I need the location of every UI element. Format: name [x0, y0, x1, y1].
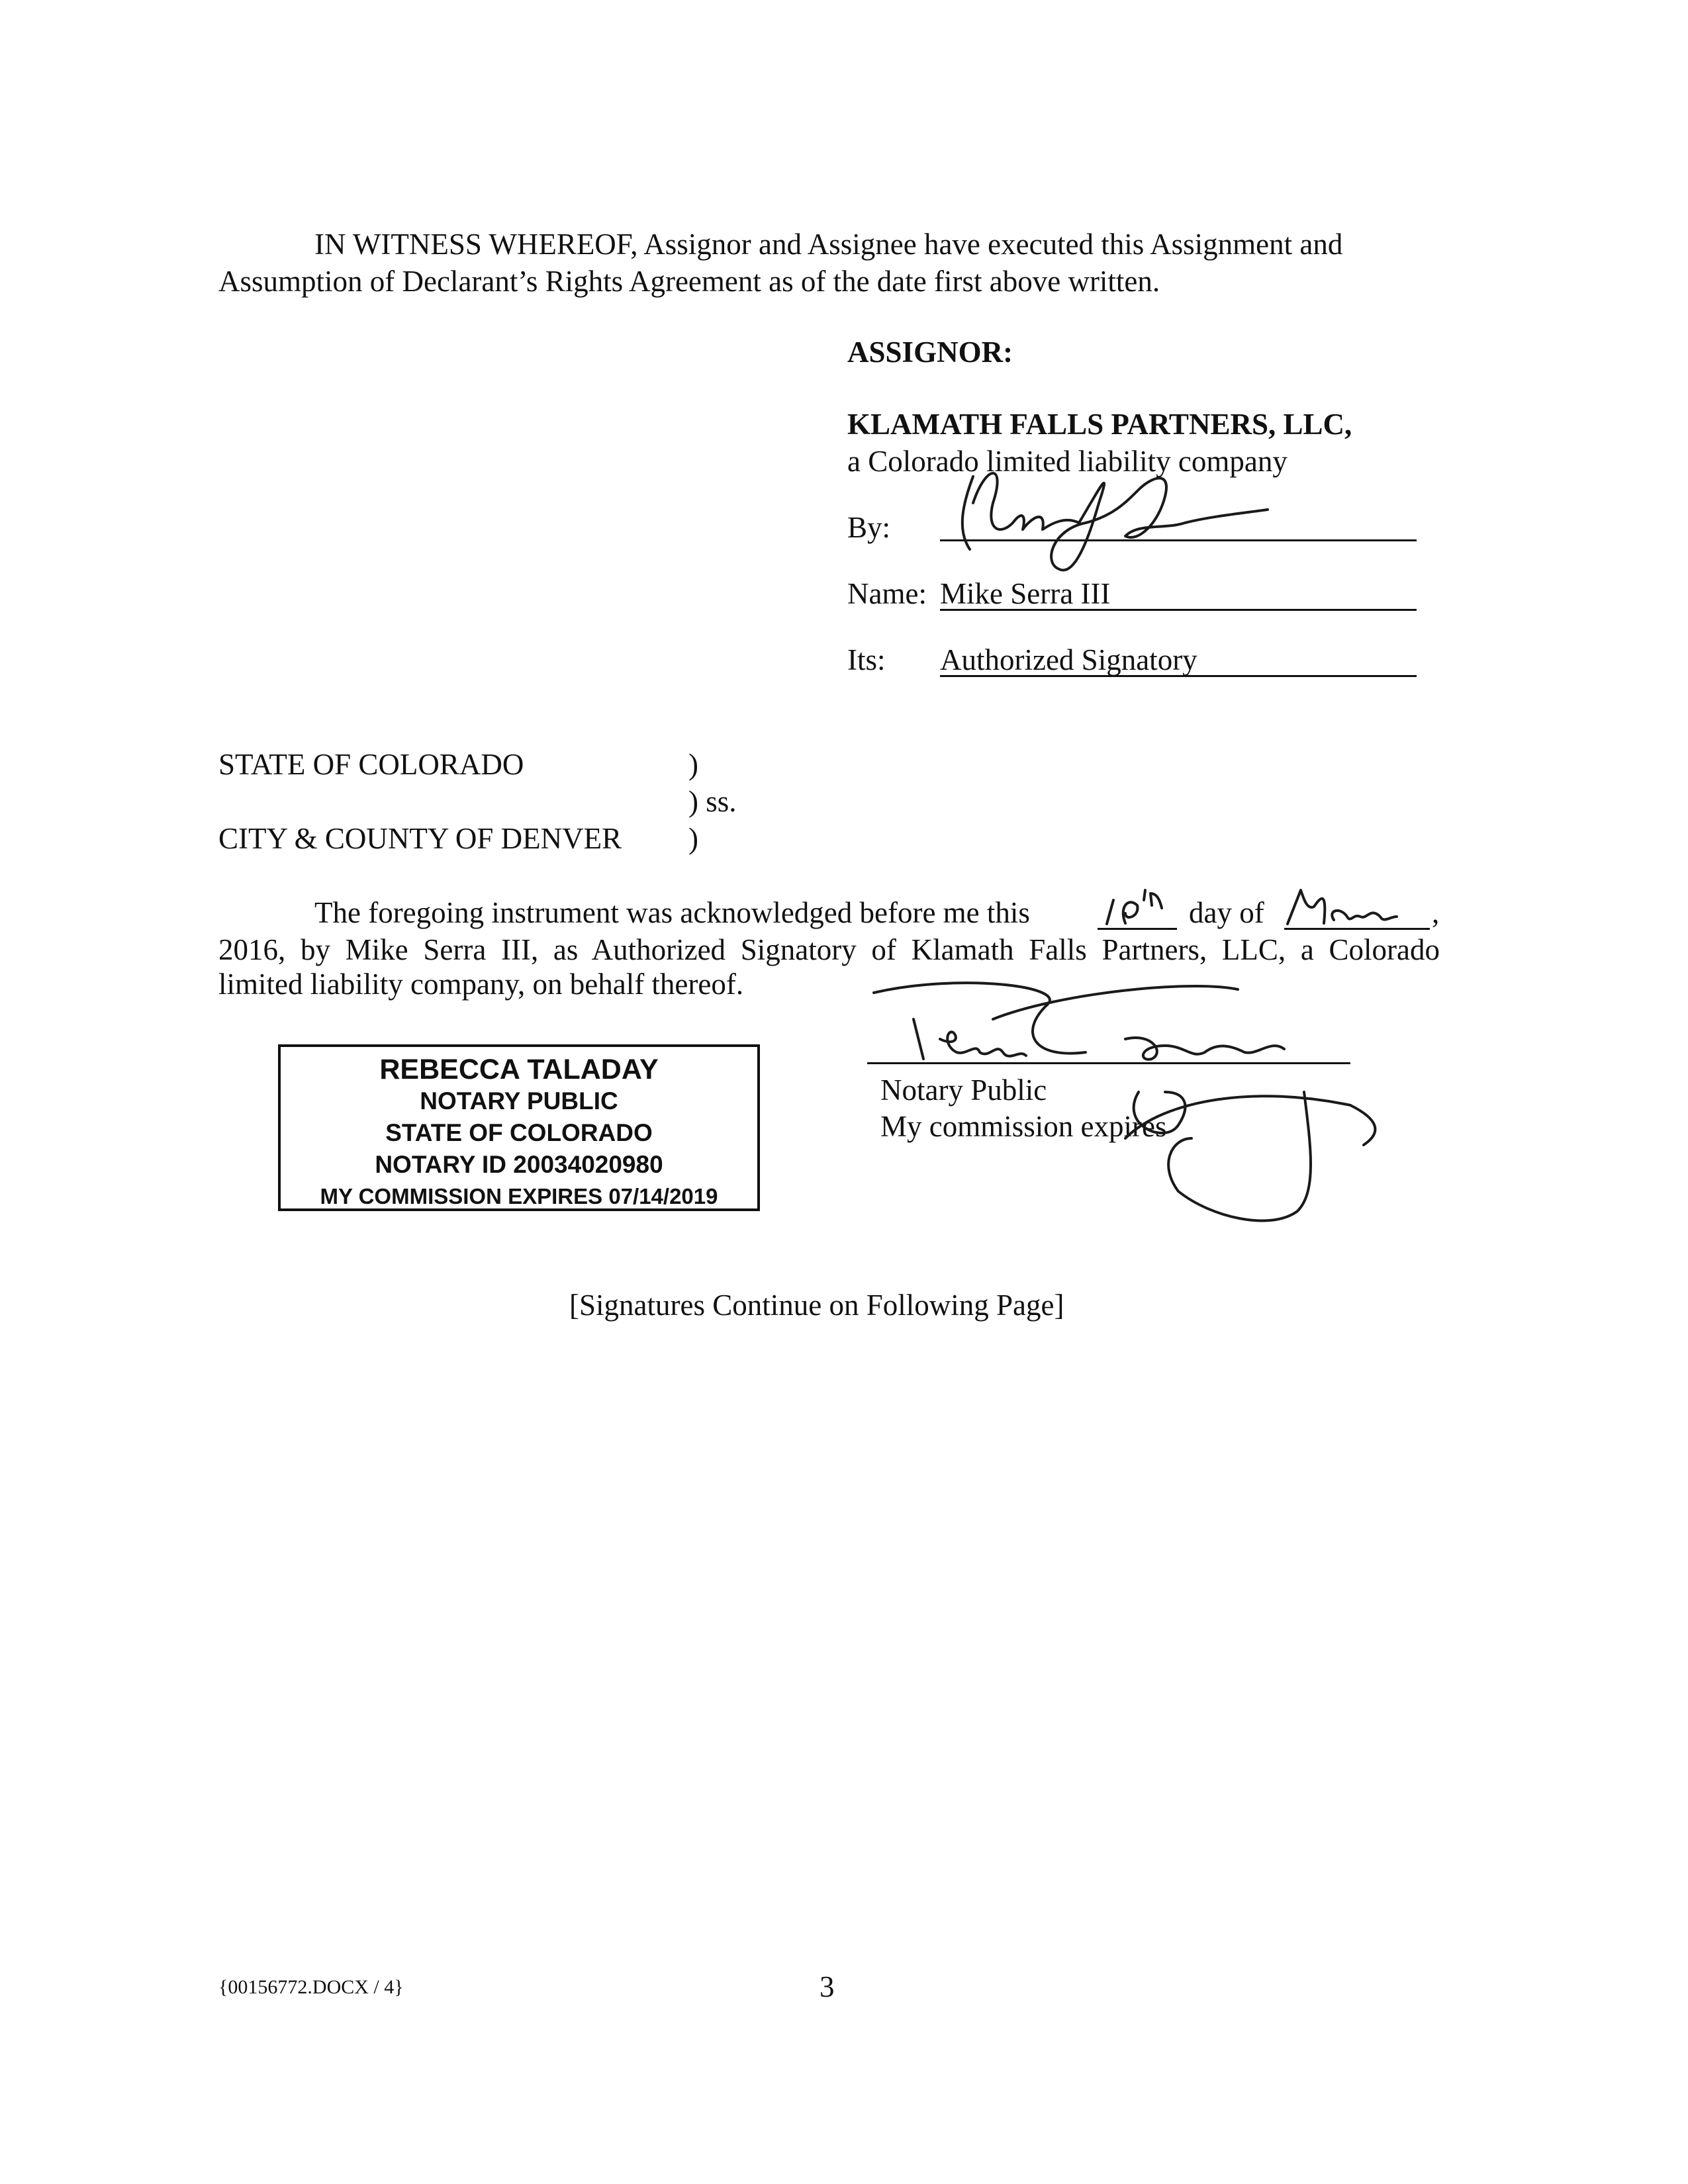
venue-paren-3: ) — [688, 822, 698, 855]
ack-line-1-start: The foregoing instrument was acknowledged before me this — [314, 896, 1030, 929]
continuation-note: [Signatures Continue on Following Page] — [569, 1289, 1064, 1322]
name-line — [940, 609, 1417, 611]
its-line — [940, 675, 1417, 677]
notary-title: Notary Public — [880, 1073, 1047, 1107]
venue-ss: ) ss. — [688, 785, 737, 818]
its-label: Its: — [847, 643, 886, 676]
stamp-line-state: STATE OF COLORADO — [385, 1119, 653, 1146]
venue-county: CITY & COUNTY OF DENVER — [218, 822, 622, 855]
stamp-line-name: REBECCA TALADAY — [379, 1054, 659, 1085]
its-value: Authorized Signatory — [940, 643, 1197, 676]
notary-stamp — [278, 1044, 760, 1211]
footer-doc-id: {00156772.DOCX / 4} — [218, 1976, 404, 1998]
venue-state: STATE OF COLORADO — [218, 748, 524, 781]
name-label: Name: — [847, 577, 927, 610]
notary-signature-line — [867, 1062, 1350, 1064]
witness-line-1: IN WITNESS WHEREOF, Assignor and Assignee have executed this Assignment and — [314, 228, 1343, 261]
stamp-line-title: NOTARY PUBLIC — [420, 1087, 618, 1115]
ack-day-blank — [1098, 928, 1177, 930]
day-handwriting — [1107, 890, 1162, 924]
page-number: 3 — [820, 1970, 835, 2003]
assignor-company-description: a Colorado limited liability company — [847, 445, 1288, 478]
assignor-heading: ASSIGNOR: — [847, 336, 1013, 369]
stamp-line-notary-id: NOTARY ID 20034020980 — [375, 1151, 663, 1178]
notary-commission: My commission expires — [880, 1110, 1167, 1143]
ack-day-of: day of — [1189, 896, 1264, 929]
name-value: Mike Serra III — [940, 577, 1111, 610]
by-label: By: — [847, 511, 891, 544]
venue-paren-1: ) — [688, 748, 698, 781]
stamp-line-expiration: MY COMMISSION EXPIRES 07/14/2019 — [320, 1184, 718, 1208]
ack-month-blank — [1284, 928, 1430, 930]
ack-line-2: 2016, by Mike Serra III, as Authorized Signatory of Klamath Falls Partners, LLC, a Colorado — [218, 933, 1440, 966]
assignor-company-name: KLAMATH FALLS PARTNERS, LLC, — [847, 408, 1352, 441]
by-signature-line — [940, 539, 1417, 541]
ack-comma: , — [1432, 896, 1440, 929]
month-handwriting — [1288, 890, 1397, 924]
assignor-signature — [962, 473, 1268, 570]
ack-line-3: limited liability company, on behalf thereof. — [218, 968, 744, 1001]
witness-line-2: Assumption of Declarant’s Rights Agreement as of the date first above written. — [218, 265, 1160, 298]
